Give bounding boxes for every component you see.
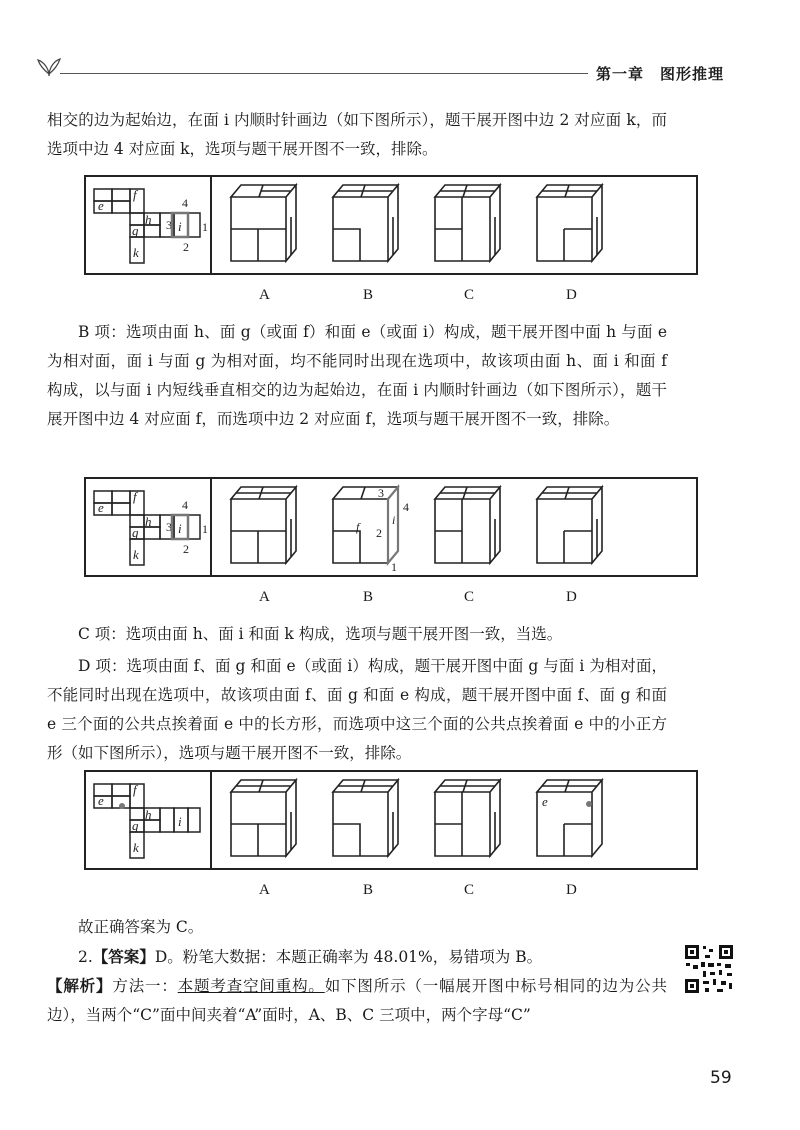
paragraph-1-text: 相交的边为起始边，在面 i 内顺时针画边（如下图所示），题干展开图中边 2 对应面 k，而选项中边 4 对应面 k，选项与题干展开图不一致，排除。 [47, 111, 667, 158]
svg-text:i: i [178, 521, 182, 536]
face-i: i [178, 219, 182, 234]
svg-text:3: 3 [378, 486, 384, 500]
paragraph-b [47, 318, 667, 434]
label-b: B [363, 287, 374, 303]
svg-text:3: 3 [166, 218, 172, 232]
label-d: D [566, 882, 577, 898]
conclusion-text: 故正确答案为 C。 [78, 918, 204, 936]
paragraph-b-text: B 项：选项由面 h、面 g（或面 f）和面 e（或面 i）构成，题干展开图中面 h 与面 e 为相对面，面 i 与面 g 为相对面，均不能同时出现在选项中，故该项由面 h、面 i 和面 f 构成，以与面 i 内短线垂直相交的边为起始边，在面 i 内顺时针画边（如下图所示），题干展开图中边 4 对应面 f，而选项中边 2 对应面 f，选项与题干展开图不一致，排除。 [47, 323, 667, 428]
analysis-text: 如下图所示（一幅展开图中标号相同的边为公共边），当两个“C”面中间夹着“A”面时，A、B、C 三项中，两个字母“C” [47, 977, 667, 1024]
svg-text:2: 2 [183, 542, 189, 556]
svg-text:h: h [145, 514, 152, 529]
svg-text:h: h [145, 807, 152, 822]
label-a: A [259, 287, 270, 303]
page-number: 59 [710, 1068, 732, 1088]
face-f: f [133, 187, 137, 202]
svg-text:i: i [392, 513, 396, 527]
label-c: C [464, 589, 475, 605]
face-h: h [145, 212, 152, 227]
paragraph-d [47, 652, 667, 768]
paragraph-d-text: D 项：选项由面 f、面 g 和面 e（或面 i）构成，题干展开图中面 g 与面 i 为相对面，不能同时出现在选项中，故该项由面 f、面 g 和面 e 构成，题干展开图中面 f、面 g 和面 e 三个面的公共点挨着面 e 中的长方形，而选项中这三个面的公共点挨着面 e 中的小正方形（如下图所示），选项与题干展开图不一致，排除。 [47, 657, 667, 762]
cube-options [231, 185, 602, 261]
figure-2 [84, 477, 698, 577]
figure-2-drawing [86, 479, 700, 579]
figure-3 [84, 770, 698, 870]
svg-text:2: 2 [183, 240, 189, 254]
svg-text:1: 1 [202, 522, 208, 536]
svg-text:f: f [133, 489, 137, 504]
svg-text:4: 4 [182, 196, 188, 210]
svg-text:1: 1 [391, 560, 397, 574]
svg-text:1: 1 [202, 220, 208, 234]
svg-text:4: 4 [182, 498, 188, 512]
q2-text: D。粉笔大数据：本题正确率为 48.01%，易错项为 B。 [154, 948, 543, 966]
label-c: C [464, 287, 475, 303]
face-k: k [133, 245, 139, 260]
analysis-tag: 【解析】 [47, 976, 113, 995]
label-b: B [363, 589, 374, 605]
label-c: C [464, 882, 475, 898]
analysis [47, 971, 667, 1030]
figure-3-drawing [86, 772, 700, 872]
label-d: D [566, 287, 577, 303]
q2-number: 2. [78, 948, 93, 966]
leaf-icon [36, 54, 62, 76]
q2-tag: 【答案】 [92, 947, 155, 966]
chapter-title: 第一章 图形推理 [596, 65, 725, 83]
figure-1-labels [84, 287, 698, 307]
svg-text:3: 3 [166, 520, 172, 534]
analysis-method: 方法一： [112, 977, 178, 995]
paragraph-c [47, 620, 667, 649]
svg-text:i: i [178, 814, 182, 829]
label-d: D [566, 589, 577, 605]
paragraph-c-text: C 项：选项由面 h、面 i 和面 k 构成，选项与题干展开图一致，当选。 [78, 625, 563, 643]
paragraph-1 [47, 106, 667, 164]
figure-2-labels [84, 589, 698, 609]
svg-text:k: k [133, 840, 139, 855]
analysis-underlined: 本题考查空间重构。 [177, 977, 325, 995]
label-a: A [259, 589, 270, 605]
svg-text:f: f [356, 520, 360, 534]
figure-divider [210, 772, 212, 868]
svg-text:4: 4 [403, 500, 409, 514]
label-a: A [259, 882, 270, 898]
header-rule [60, 73, 588, 74]
face-g: g [132, 223, 139, 238]
svg-text:f: f [133, 782, 137, 797]
svg-text:g: g [132, 818, 139, 833]
figure-1-drawing [86, 177, 700, 277]
q2-answer [47, 942, 647, 972]
svg-text:e: e [98, 500, 104, 515]
svg-text:g: g [132, 525, 139, 540]
svg-text:e: e [98, 793, 104, 808]
svg-text:e: e [542, 794, 548, 809]
svg-text:k: k [133, 547, 139, 562]
face-e: e [98, 198, 104, 213]
figure-1 [84, 175, 698, 275]
qr-code-icon[interactable] [683, 943, 735, 995]
label-b: B [363, 882, 374, 898]
figure-divider [210, 479, 212, 575]
conclusion [47, 913, 667, 942]
figure-3-labels [84, 882, 698, 902]
svg-text:2: 2 [376, 526, 382, 540]
figure-divider [210, 177, 212, 273]
